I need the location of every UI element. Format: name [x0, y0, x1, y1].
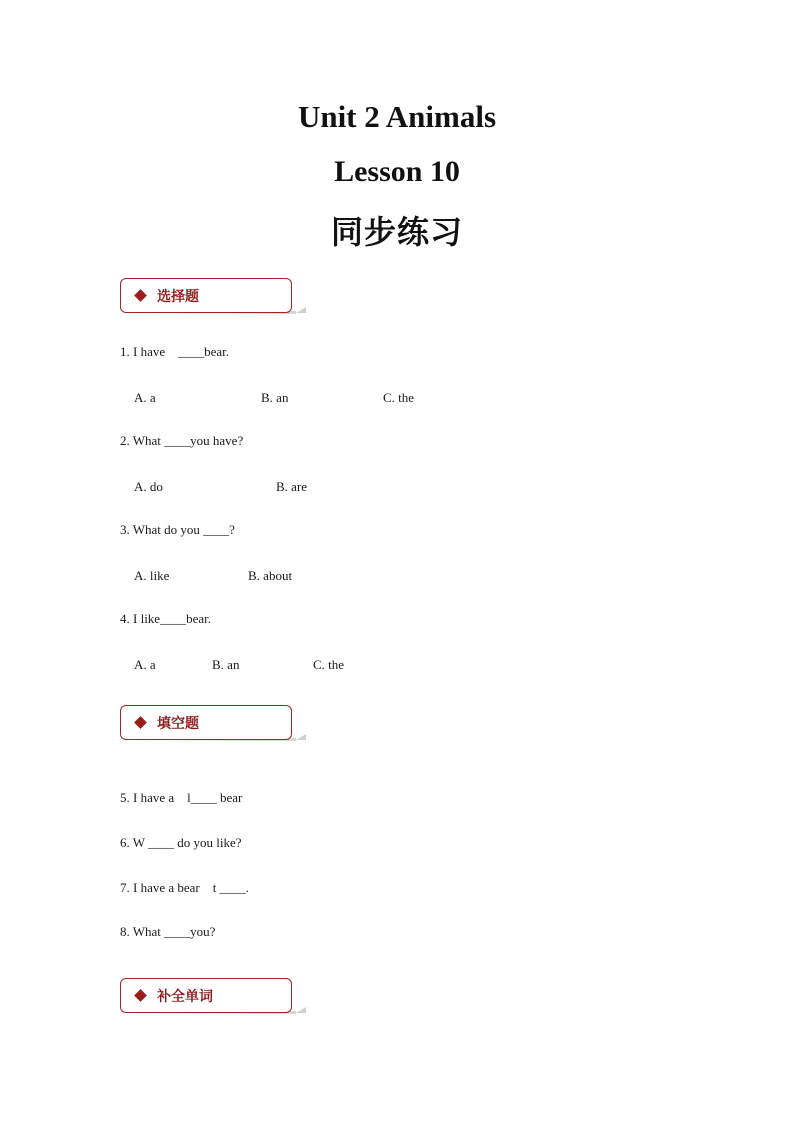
diamond-icon [134, 716, 147, 729]
question-6: 6. W ____ do you like? [120, 835, 242, 850]
page-subtitle: 同步练习 [330, 213, 463, 251]
question-2: 2. What ____you have? [120, 433, 244, 448]
question-4: 4. I like____bear. [120, 611, 211, 626]
section-header-fill [120, 705, 294, 742]
section-label: 补全单词 [157, 989, 213, 1005]
option-4b: B. an [212, 657, 240, 672]
section-label: 填空题 [157, 716, 199, 732]
option-1c: C. the [383, 390, 415, 405]
option-1b: B. an [261, 390, 289, 405]
option-4a: A. a [134, 657, 156, 672]
question-1: 1. I have ____bear. [120, 344, 230, 359]
unit-title: Unit 2 Animals [297, 99, 497, 134]
question-8: 8. What ____you? [120, 924, 216, 939]
option-3a: A. like [134, 568, 170, 583]
question-5: 5. I have a l____ bear [120, 790, 243, 805]
section-header-choice [120, 278, 294, 315]
option-1a: A. a [134, 390, 156, 405]
section-label: 选择题 [157, 289, 199, 305]
option-4c: C. the [313, 657, 345, 672]
question-3: 3. What do you ____? [120, 522, 235, 537]
option-3b: B. about [248, 568, 293, 583]
section-box [120, 978, 292, 1013]
diamond-icon [134, 289, 147, 302]
section-shadow-corner [296, 307, 306, 313]
question-7: 7. I have a bear t ____. [120, 880, 249, 895]
diamond-icon [134, 989, 147, 1002]
section-shadow-corner [296, 734, 306, 740]
option-2a: A. do [134, 479, 163, 494]
section-header-words [120, 978, 294, 1015]
option-2b: B. are [276, 479, 308, 494]
lesson-title: Lesson 10 [334, 155, 460, 188]
section-box [120, 278, 292, 313]
section-shadow-corner [296, 1007, 306, 1013]
section-box [120, 705, 292, 740]
